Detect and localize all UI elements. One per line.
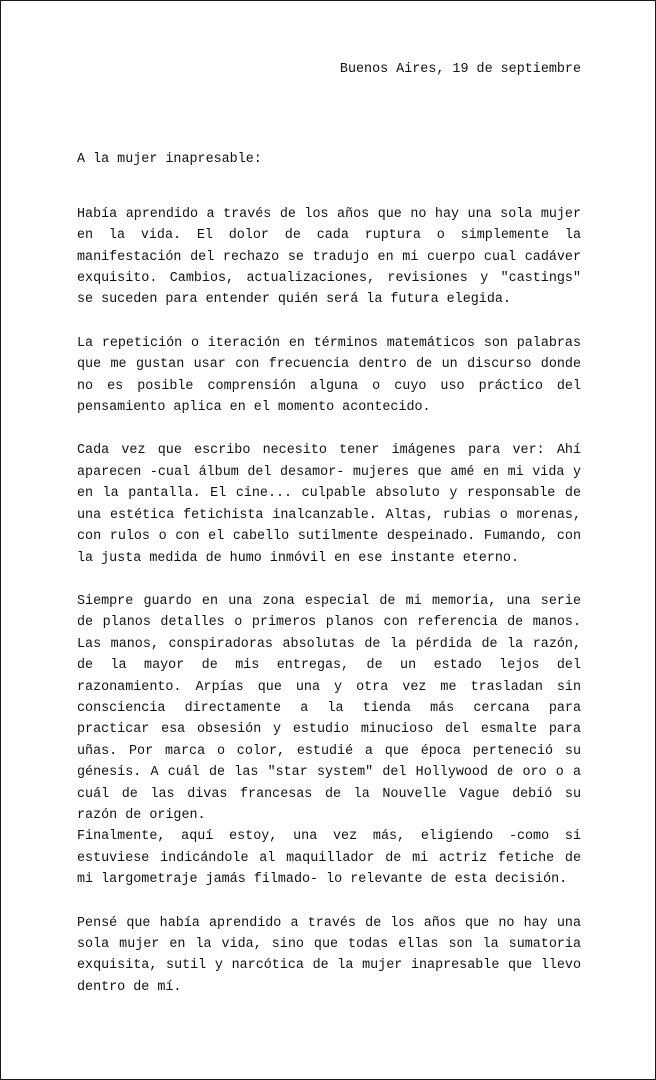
paragraph-1: Había aprendido a través de los años que no hay una sola mujer en la vida. El dolor de cada ruptura o simplemente la manifestación del rechazo se tradujo en mi cuerpo cual cadáver exquisito. Cambios, actualizaciones, revisiones y "castings" se suceden para entender quién será la futura elegida. bbox=[77, 206, 581, 308]
letter-body bbox=[77, 204, 581, 998]
paragraph-5: Finalmente, aquí estoy, una vez más, eligiendo -como si estuviese indicándole al maquillador de mi actriz fetiche de mi largometraje jamás filmado- lo relevante de esta decisión. bbox=[77, 829, 581, 888]
paragraph-3: Cada vez que escribo necesito tener imágenes para ver: Ahí aparecen -cual álbum del desamor- mujeres que amé en mi vida y en la pantalla. El cine... culpable absoluto y responsable de una estética fetichista inalcanzable. Altas, rubias o morenas, con rulos o con el cabello sutilmente despeinado. Fumando, con la justa medida de humo inmóvil en ese instante eterno. bbox=[77, 443, 581, 566]
paragraph-6: Pensé que había aprendido a través de los años que no hay una sola mujer en la vida, sino que todas ellas son la sumatoria exquisita, sutil y narcótica de la mujer inapresable que llevo dentro de mí. bbox=[77, 915, 581, 995]
paragraph-2: La repetición o iteración en términos matemáticos son palabras que me gustan usar con frecuencia dentro de un discurso donde no es posible comprensión alguna o cuyo uso práctico del pensamiento aplica en el momento acontecido. bbox=[77, 335, 581, 416]
letter bbox=[77, 59, 581, 998]
dateline: Buenos Aires, 19 de septiembre bbox=[339, 62, 581, 77]
salutation: A la mujer inapresable: bbox=[77, 152, 262, 168]
paragraph-4: Siempre guardo en una zona especial de mi memoria, una serie de planos detalles o primeros planos con referencia de manos. Las manos, conspiradoras absolutas de la pérdida de la razón, de la mayor de mis entregas, de un estado lejos del razonamiento. Arpías que una y otra vez me trasladan sin consciencia directamente a la tienda más cercana para practicar esa obsesión y estudio minucioso del esmalte para uñas. Por marca o color, estudié a que época perteneció su génesis. A cuál de las "star system" del Hollywood de oro o a cuál de las divas francesas de la Nouvelle Vague debió su razón de origen. bbox=[77, 593, 581, 823]
